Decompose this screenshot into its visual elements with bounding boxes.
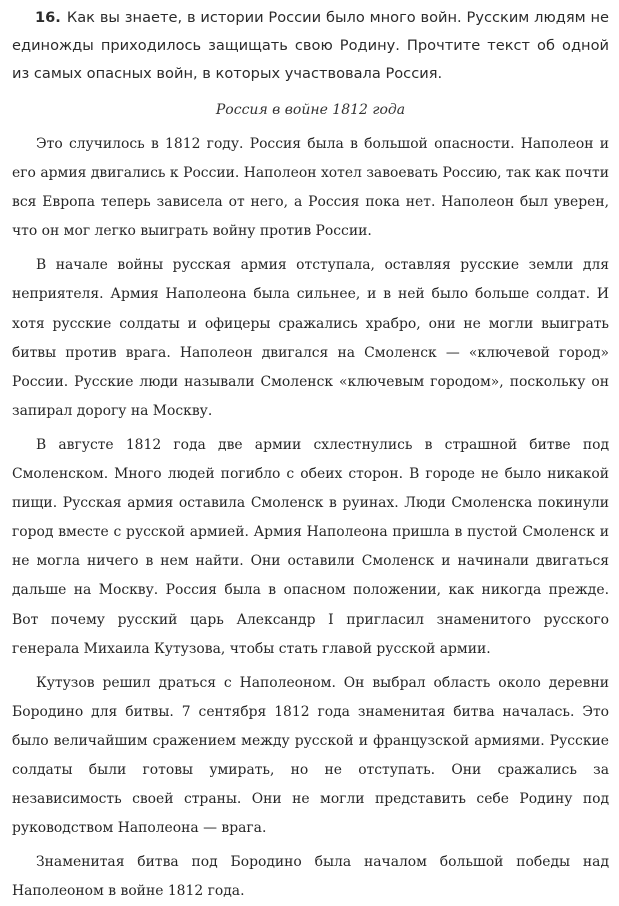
article-paragraph-1: Это случилось в 1812 году. Россия была в большой опасности. Наполеон и его армия двигались к России. Наполеон хотел завоевать Россию, так как почти вся Европа теперь зависела от него, а Россия пока нет. Наполеон был уверен, что он мог легко выиграть войну против России. — [12, 136, 609, 240]
article-paragraph-4: Кутузов решил драться с Наполеоном. Он выбрал область около деревни Бородино для битвы. 7 сентября 1812 года знаменитая битва началась. Это было величайшим сражением между русской и французской армиями. Русские солдаты были готовы умирать, но не отступать. Они сражались за независимость своей страны. Они не могли представить себе Родину под руководством Наполеона — врага. — [12, 674, 609, 837]
task-number: 16. — [35, 9, 61, 26]
task-text: Как вы знаете, в истории России было много войн. Русским людям не единожды приходилось защищать свою Родину. Прочтите текст об одной из самых опасных войн, в которых участвовала Россия. — [12, 9, 609, 82]
article-paragraph-5: Знаменитая битва под Бородино была началом большой победы над Наполеоном в войне 1812 года. — [12, 854, 609, 900]
article-paragraph-2: В начале войны русская армия отступала, оставляя русские земли для неприятеля. Армия Наполеона была сильнее, и в ней было больше солдат. И хотя русские солдаты и офицеры сражались храбро, они не могли выиграть битвы против врага. Наполеон двигался на Смоленск — «ключевой город» России. Русские люди называли Смоленск «ключевым городом», поскольку он запирал дорогу на Москву. — [12, 257, 609, 419]
article-paragraph-3: В августе 1812 года две армии схлестнулись в страшной битве под Смоленском. Много людей погибло с обеих сторон. В городе не было никакой пищи. Русская армия оставила Смоленск в руинах. Люди Смоленска покинули город вместе с русской армией. Армия Наполеона пришла в пустой Смоленск и не могла ничего в нем найти. Они оставили Смоленск и начинали двигаться дальше на Москву. Россия была в опасном положении, как никогда прежде. Вот почему русский царь Александр I пригласил знаменитого русского генерала Михаила Кутузова, чтобы стать главой русской армии. — [12, 436, 609, 657]
article-title: Россия в войне 1812 года — [215, 102, 406, 118]
task-instruction — [12, 4, 609, 88]
